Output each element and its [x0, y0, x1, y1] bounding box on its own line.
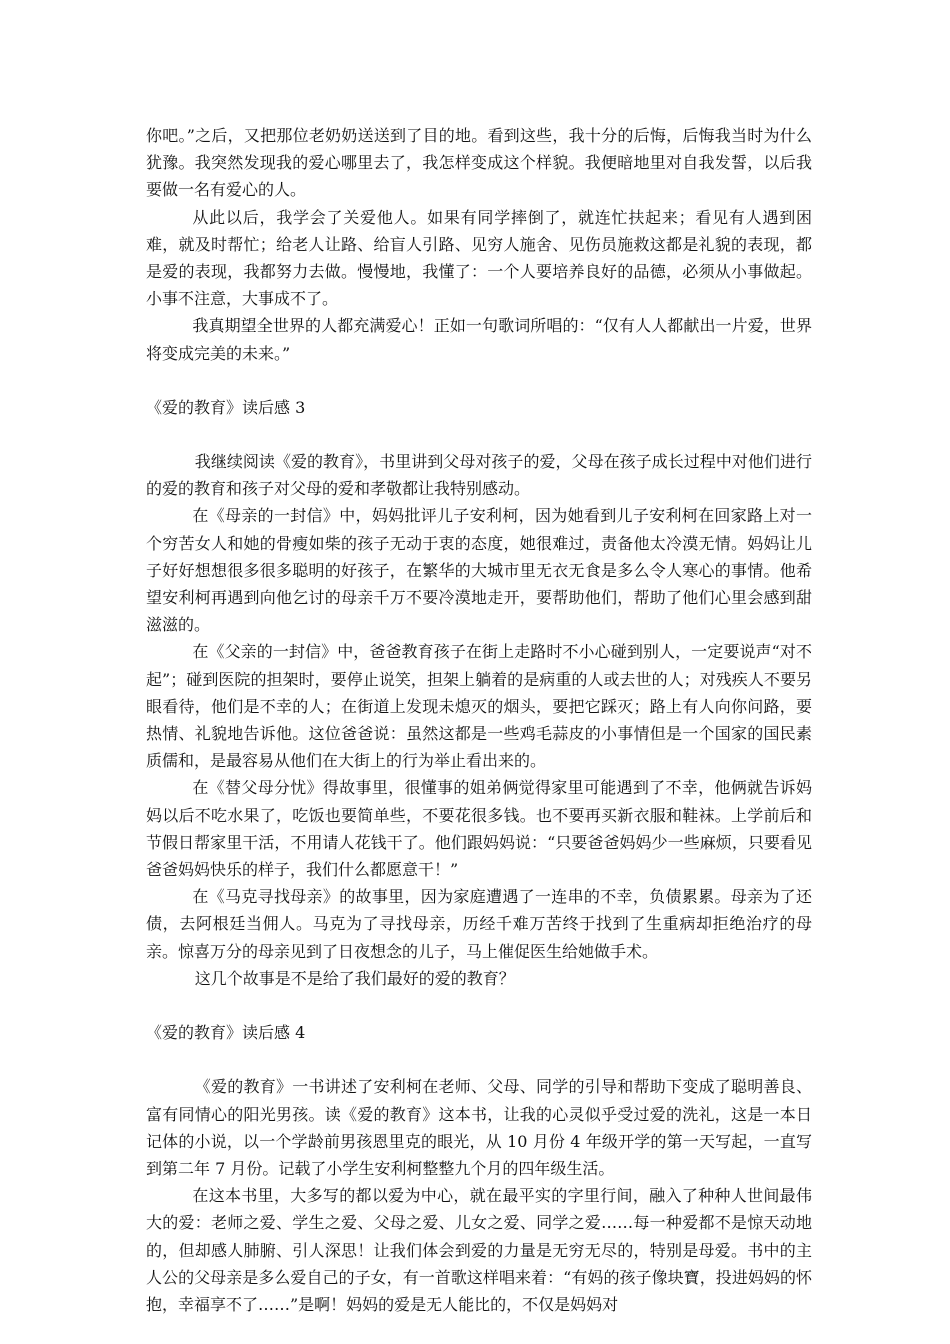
spacer — [146, 992, 812, 1019]
paragraph: 在《母亲的一封信》中，妈妈批评儿子安利柯，因为她看到儿子安利柯在回家路上对一个穷苦女人和她的骨瘦如柴的孩子无动于衷的态度，她很难过，责备他太冷漠无情。妈妈让儿子好好想想很多很多聪明的好孩子，在繁华的大城市里无衣无食是多么令人寒心的事情。他希望安利柯再遇到向他乞讨的母亲千万不要冷漠地走开，要帮助他们，帮助了他们心里会感到甜滋滋的。 — [146, 506, 812, 635]
paragraph: 你吧。”之后，又把那位老奶奶送送到了目的地。看到这些，我十分的后悔，后悔我当时为什么犹豫。我突然发现我的爱心哪里去了，我怎样变成这个样貌。我便暗地里对自我发誓，以后我要做一名有爱心的人。 — [146, 126, 812, 200]
document-page — [146, 122, 812, 1318]
paragraph: 我真期望全世界的人都充满爱心！正如一句歌词所唱的：“仅有人人都献出一片爱，世界将变成完美的未来。” — [146, 316, 812, 363]
paragraph: 在这本书里，大多写的都以爱为中心，就在最平实的字里行间，融入了种种人世间最伟大的爱：老师之爱、学生之爱、父母之爱、儿女之爱、同学之爱……每一种爱都不是惊天动地的，但却感人肺腑、引人深思！让我们体会到爱的力量是无穷无尽的，特别是母爱。书中的主人公的父母亲是多么爱自己的子女，有一首歌这样唱来着：“有妈的孩子像块寶，投进妈妈的怀抱，幸福享不了……”是啊！妈妈的爱是无人能比的，不仅是妈妈对 — [146, 1186, 812, 1314]
paragraph: 这几个故事是不是给了我们最好的爱的教育？ — [194, 968, 515, 988]
spacer — [146, 367, 812, 394]
spacer — [146, 421, 812, 448]
spacer — [146, 1046, 812, 1073]
paragraph: 《爱的教育》一书讲述了安利柯在老师、父母、同学的引导和帮助下变成了聪明善良、富有同情心的阳光男孩。读《爱的教育》这本书，让我的心灵似乎受过爱的洗礼，这是一本日记体的小说，以一个学龄前男孩恩里克的眼光，从 10 月份 4 年级开学的第一天写起，一直写到第二年 7 月份。记载了小学生安利柯整整九个月的四年级生活。 — [146, 1077, 812, 1178]
paragraph: 我继续阅读《爱的教育》，书里讲到父母对孩子的爱，父母在孩子成长过程中对他们进行的爱的教育和孩子对父母的爱和孝敬都让我特别感动。 — [146, 452, 812, 499]
section-title: 《爱的教育》读后感 3 — [146, 397, 306, 417]
paragraph: 在《马克寻找母亲》的故事里，因为家庭遭遇了一连串的不幸，负债累累。母亲为了还债，去阿根廷当佣人。马克为了寻找母亲，历经千难万苦终于找到了生重病却拒绝治疗的母亲。惊喜万分的母亲见到了日夜想念的儿子，马上催促医生给她做手术。 — [146, 887, 812, 961]
paragraph: 从此以后，我学会了关爱他人。如果有同学摔倒了，就连忙扶起来；看见有人遇到困难，就及时帮忙；给老人让路、给盲人引路、见穷人施舍、见伤员施救这都是礼貌的表现，都是爱的表现，我都努力去做。慢慢地，我懂了：一个人要培养良好的品德，必须从小事做起。小事不注意，大事成不了。 — [146, 207, 812, 309]
paragraph: 在《父亲的一封信》中，爸爸教育孩子在街上走路时不小心碰到别人，一定要说声“对不起”；碰到医院的担架时，要停止说笑，担架上躺着的是病重的人或去世的人；对残疾人不要另眼看待，他们是不幸的人；在街道上发现未熄灭的烟头，要把它踩灭；路上有人向你问路，要热情、礼貌地告诉他。这位爸爸说：虽然这都是一些鸡毛蒜皮的小事情但是一个国家的国民素质儒和，是最容易从他们在大街上的行为举止看出来的。 — [146, 642, 812, 771]
section-title: 《爱的教育》读后感 4 — [146, 1023, 306, 1043]
paragraph: 在《替父母分忧》得故事里，很懂事的姐弟俩觉得家里可能遇到了不幸，他俩就告诉妈妈以后不吃水果了，吃饭也要简单些，不要花很多钱。也不要再买新衣服和鞋袜。上学前后和节假日帮家里干活，不用请人花钱干了。他们跟妈妈说：“只要爸爸妈妈少一些麻烦，只要看见爸爸妈妈快乐的样子，我们什么都愿意干！” — [146, 778, 812, 880]
